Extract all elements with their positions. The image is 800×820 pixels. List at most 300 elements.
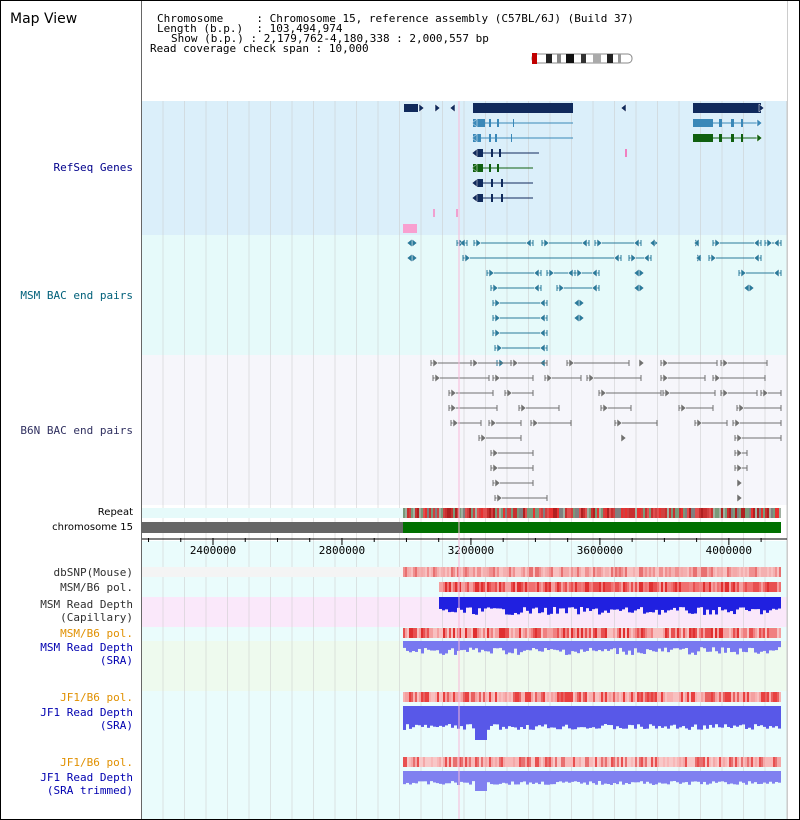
heat-cell [515, 508, 517, 518]
heat-cell [483, 628, 485, 638]
depth-bar [466, 706, 469, 724]
gene-exon [693, 134, 713, 142]
heat-cell [497, 628, 499, 638]
depth-bar [487, 771, 490, 782]
depth-bar [772, 597, 775, 609]
heat-cell [475, 582, 477, 592]
heat-cell [413, 757, 415, 767]
track-label-jf1-b6-pol-1[interactable] [60, 691, 133, 704]
heat-cell [633, 628, 635, 638]
track-label-refseq[interactable] [54, 161, 133, 174]
heat-cell [647, 628, 649, 638]
heat-cell [709, 757, 711, 767]
heat-cell [703, 508, 705, 518]
heat-cell [771, 508, 773, 518]
heat-cell [481, 757, 483, 767]
depth-bar [589, 706, 592, 728]
depth-bar [613, 641, 616, 648]
heat-cell [523, 567, 525, 577]
heat-cell [723, 582, 725, 592]
depth-bar [475, 597, 478, 615]
heat-cell [665, 628, 667, 638]
depth-bar [529, 597, 532, 614]
heat-cell [689, 692, 691, 702]
depth-bar [460, 706, 463, 726]
heat-cell [649, 567, 651, 577]
heat-cell [511, 508, 513, 518]
heat-cell [425, 757, 427, 767]
heat-cell [419, 757, 421, 767]
heat-cell [509, 757, 511, 767]
chromosome-track-label: chromosome 15 [52, 522, 133, 533]
heat-cell [709, 692, 711, 702]
heat-cell [479, 628, 481, 638]
track-label-b6n-bac[interactable] [20, 424, 133, 437]
heat-cell [609, 692, 611, 702]
heat-cell [505, 692, 507, 702]
snp-marker [625, 149, 627, 157]
heat-cell [543, 628, 545, 638]
heat-cell [623, 582, 625, 592]
heat-cell [551, 692, 553, 702]
depth-bar [709, 706, 712, 725]
depth-bar [439, 771, 442, 784]
heat-cell [423, 567, 425, 577]
heat-cell [447, 567, 449, 577]
heat-cell [587, 508, 589, 518]
heat-cell [679, 567, 681, 577]
heat-cell [721, 582, 723, 592]
heat-cell [681, 567, 683, 577]
heat-cell [455, 582, 457, 592]
heat-cell [727, 582, 729, 592]
depth-bar [583, 771, 586, 783]
heat-cell [579, 508, 581, 518]
heat-cell [737, 757, 739, 767]
heat-cell [505, 628, 507, 638]
track-label-jf1-b6-pol-2[interactable] [60, 756, 133, 769]
depth-bar [415, 706, 418, 725]
heat-cell [431, 757, 433, 767]
heat-cell [615, 628, 617, 638]
depth-bar [580, 597, 583, 607]
depth-bar [778, 597, 781, 609]
depth-bar [661, 771, 664, 784]
heat-cell [487, 508, 489, 518]
heat-cell [449, 628, 451, 638]
heat-cell [563, 628, 565, 638]
depth-bar [757, 706, 760, 726]
depth-bar [688, 641, 691, 654]
track-label-repeat[interactable] [98, 506, 133, 519]
heat-cell [733, 692, 735, 702]
heat-cell [529, 508, 531, 518]
gene-exon [477, 149, 483, 157]
heat-cell [551, 628, 553, 638]
heat-cell [651, 567, 653, 577]
heat-cell [425, 628, 427, 638]
heat-cell [669, 567, 671, 577]
heat-cell [491, 567, 493, 577]
heat-cell [495, 567, 497, 577]
heat-cell [481, 582, 483, 592]
heat-cell [509, 628, 511, 638]
heat-cell [599, 567, 601, 577]
depth-bar [490, 597, 493, 609]
heat-cell [779, 692, 781, 702]
heat-cell [475, 567, 477, 577]
heat-cell [489, 628, 491, 638]
heat-cell [699, 757, 701, 767]
heat-cell [713, 757, 715, 767]
depth-bar [406, 641, 409, 651]
heat-cell [619, 628, 621, 638]
depth-bar [637, 706, 640, 724]
depth-bar [772, 771, 775, 784]
depth-bar [688, 706, 691, 730]
depth-bar [565, 706, 568, 725]
depth-bar [697, 641, 700, 651]
heat-cell [663, 582, 665, 592]
depth-bar [649, 771, 652, 784]
heat-cell [687, 582, 689, 592]
heat-cell [615, 692, 617, 702]
heat-cell [453, 628, 455, 638]
heat-cell [597, 692, 599, 702]
heat-cell [625, 757, 627, 767]
heat-cell [597, 508, 599, 518]
depth-bar [724, 771, 727, 782]
depth-bar [436, 641, 439, 650]
chromosome-ideogram[interactable] [532, 53, 632, 64]
depth-bar [757, 597, 760, 609]
heat-cell [423, 628, 425, 638]
heat-cell [647, 508, 649, 518]
depth-bar [745, 706, 748, 729]
gene-exon [491, 194, 493, 202]
depth-bar [646, 597, 649, 612]
track-label-jf1-depth-trim[interactable] [40, 771, 133, 797]
ideogram-position-marker [532, 53, 537, 64]
depth-bar [436, 771, 439, 783]
depth-bar [598, 771, 601, 781]
heat-cell [415, 508, 417, 518]
depth-bar [616, 706, 619, 726]
depth-bar [721, 771, 724, 781]
heat-cell [699, 567, 701, 577]
heat-cell [571, 757, 573, 767]
heat-cell [555, 567, 557, 577]
depth-bar [475, 706, 478, 740]
heat-cell [481, 692, 483, 702]
heat-cell [705, 567, 707, 577]
heat-cell [617, 628, 619, 638]
heat-cell [643, 567, 645, 577]
heat-cell [429, 757, 431, 767]
depth-bar [502, 597, 505, 609]
heat-cell [551, 508, 553, 518]
heat-cell [569, 508, 571, 518]
heat-cell [707, 757, 709, 767]
msm-cap-label-1: MSM Read Depth [40, 598, 133, 611]
heat-cell [469, 582, 471, 592]
heat-cell [687, 508, 689, 518]
heat-cell [699, 628, 701, 638]
depth-bar [664, 706, 667, 726]
depth-bar [541, 641, 544, 652]
heat-cell [771, 757, 773, 767]
heat-cell [409, 628, 411, 638]
heat-cell [653, 508, 655, 518]
depth-bar [499, 641, 502, 648]
heat-cell [623, 508, 625, 518]
heat-cell [757, 757, 759, 767]
heat-cell [773, 628, 775, 638]
depth-bar [736, 641, 739, 654]
axis-tick-label: 4000000 [705, 544, 753, 557]
depth-bar [574, 706, 577, 729]
heat-cell [609, 757, 611, 767]
heat-cell [553, 508, 555, 518]
heat-cell [521, 757, 523, 767]
depth-bar [760, 597, 763, 614]
heat-cell [627, 757, 629, 767]
depth-bar [667, 771, 670, 784]
track-label-msm-b6-pol-2[interactable] [60, 627, 133, 640]
heat-cell [725, 692, 727, 702]
heat-cell [603, 567, 605, 577]
track-label-msm-b6-pol-1[interactable] [60, 581, 133, 594]
heat-cell [635, 757, 637, 767]
depth-bar [688, 771, 691, 785]
depth-bar [541, 597, 544, 612]
heat-cell [605, 582, 607, 592]
heat-cell [549, 628, 551, 638]
track-label-dbsnp[interactable] [54, 566, 133, 579]
depth-bar [703, 641, 706, 648]
depth-bar [700, 771, 703, 784]
heat-cell [521, 567, 523, 577]
depth-bar [694, 641, 697, 655]
heat-cell [545, 757, 547, 767]
repeat-label: Repeat [97, 507, 133, 518]
heat-cell [445, 628, 447, 638]
depth-bar [478, 597, 481, 608]
heat-cell [687, 628, 689, 638]
track-label-chromosome[interactable] [52, 521, 133, 534]
depth-bar [475, 771, 478, 791]
heat-cell [441, 582, 443, 592]
heat-cell [675, 757, 677, 767]
depth-bar [718, 771, 721, 782]
heat-cell [535, 692, 537, 702]
heat-cell [565, 582, 567, 592]
heat-cell [525, 508, 527, 518]
heat-cell [579, 757, 581, 767]
heat-cell [467, 757, 469, 767]
heat-cell [473, 628, 475, 638]
heat-cell [621, 567, 623, 577]
depth-bar [586, 706, 589, 729]
heat-cell [649, 692, 651, 702]
track-label-msm-depth-sra[interactable] [40, 641, 133, 667]
heat-cell [569, 692, 571, 702]
heat-cell [435, 628, 437, 638]
track-label-msm-depth-cap[interactable] [40, 598, 133, 624]
depth-bar [538, 771, 541, 784]
depth-bar [448, 771, 451, 783]
depth-bar [637, 771, 640, 782]
depth-bar [742, 706, 745, 724]
heat-cell [691, 757, 693, 767]
depth-bar [595, 597, 598, 609]
depth-bar [643, 597, 646, 614]
depth-bar [751, 771, 754, 783]
depth-bar [637, 641, 640, 653]
heat-cell [589, 508, 591, 518]
depth-bar [559, 641, 562, 652]
depth-bar [511, 771, 514, 781]
depth-bar [643, 641, 646, 654]
depth-bar [622, 597, 625, 609]
depth-bar [562, 706, 565, 726]
heat-cell [749, 692, 751, 702]
heat-cell [703, 692, 705, 702]
heat-cell [773, 567, 775, 577]
heat-cell [617, 692, 619, 702]
heat-cell [443, 508, 445, 518]
heat-cell [691, 508, 693, 518]
depth-bar [523, 597, 526, 607]
depth-bar [706, 641, 709, 652]
depth-bar [703, 706, 706, 725]
heat-cell [599, 508, 601, 518]
heat-cell [489, 508, 491, 518]
heat-cell [451, 508, 453, 518]
depth-bar [751, 706, 754, 730]
heat-cell [697, 582, 699, 592]
depth-bar [442, 706, 445, 727]
heat-cell [619, 508, 621, 518]
depth-bar [676, 597, 679, 611]
ideogram-band [546, 54, 552, 63]
depth-bar [433, 641, 436, 651]
heat-cell [587, 757, 589, 767]
heat-cell [471, 567, 473, 577]
heat-cell [761, 692, 763, 702]
heat-cell [761, 628, 763, 638]
heat-cell [665, 508, 667, 518]
heat-cell [675, 508, 677, 518]
depth-bar [739, 641, 742, 648]
heat-cell [719, 567, 721, 577]
depth-bar [499, 771, 502, 784]
heat-cell [667, 508, 669, 518]
track-label-msm-bac[interactable] [20, 289, 133, 302]
heat-cell [593, 757, 595, 767]
depth-bar [583, 641, 586, 652]
heat-cell [569, 582, 571, 592]
heat-cell [427, 567, 429, 577]
heat-cell [705, 628, 707, 638]
heat-cell [441, 567, 443, 577]
heat-cell [455, 757, 457, 767]
heat-cell [737, 508, 739, 518]
heat-cell [671, 567, 673, 577]
msm-sra-label-1: MSM Read Depth [40, 641, 133, 654]
heat-cell [737, 567, 739, 577]
depth-bar [691, 641, 694, 653]
heat-cell [545, 582, 547, 592]
depth-bar [667, 706, 670, 729]
heat-cell [499, 692, 501, 702]
heat-cell [581, 757, 583, 767]
heat-cell [543, 582, 545, 592]
heat-cell [763, 567, 765, 577]
heat-cell [525, 757, 527, 767]
heat-cell [507, 508, 509, 518]
depth-bar [577, 771, 580, 782]
heat-cell [673, 567, 675, 577]
depth-bar [664, 641, 667, 648]
heat-cell [609, 508, 611, 518]
heat-cell [531, 567, 533, 577]
depth-bar [448, 706, 451, 724]
heat-cell [521, 628, 523, 638]
heat-cell [679, 692, 681, 702]
heat-cell [485, 582, 487, 592]
heat-cell [651, 582, 653, 592]
depth-bar [535, 641, 538, 649]
heat-cell [425, 567, 427, 577]
depth-bar [472, 641, 475, 650]
heat-cell [515, 628, 517, 638]
heat-cell [557, 582, 559, 592]
heat-cell [507, 628, 509, 638]
depth-bar [523, 706, 526, 729]
heat-cell [419, 628, 421, 638]
heat-cell [515, 582, 517, 592]
heat-cell [737, 582, 739, 592]
heat-cell [403, 628, 405, 638]
depth-bar [439, 706, 442, 726]
heat-cell [517, 692, 519, 702]
heat-cell [631, 582, 633, 592]
depth-bar [724, 706, 727, 724]
heat-cell [497, 567, 499, 577]
heat-cell [731, 692, 733, 702]
depth-bar [754, 597, 757, 609]
depth-bar [574, 597, 577, 609]
track-label-jf1-depth-sra[interactable] [40, 706, 133, 732]
heat-cell [461, 692, 463, 702]
heat-cell [427, 508, 429, 518]
depth-bar [733, 641, 736, 652]
heat-cell [537, 692, 539, 702]
heat-cell [689, 628, 691, 638]
heat-cell [485, 692, 487, 702]
heat-cell [727, 757, 729, 767]
depth-bar [763, 706, 766, 727]
depth-bar [712, 597, 715, 610]
heat-cell [423, 508, 425, 518]
snp-marker [456, 209, 458, 217]
heat-cell [659, 508, 661, 518]
heat-cell [607, 567, 609, 577]
heat-cell [713, 582, 715, 592]
depth-bar [469, 641, 472, 648]
depth-bar [535, 597, 538, 608]
